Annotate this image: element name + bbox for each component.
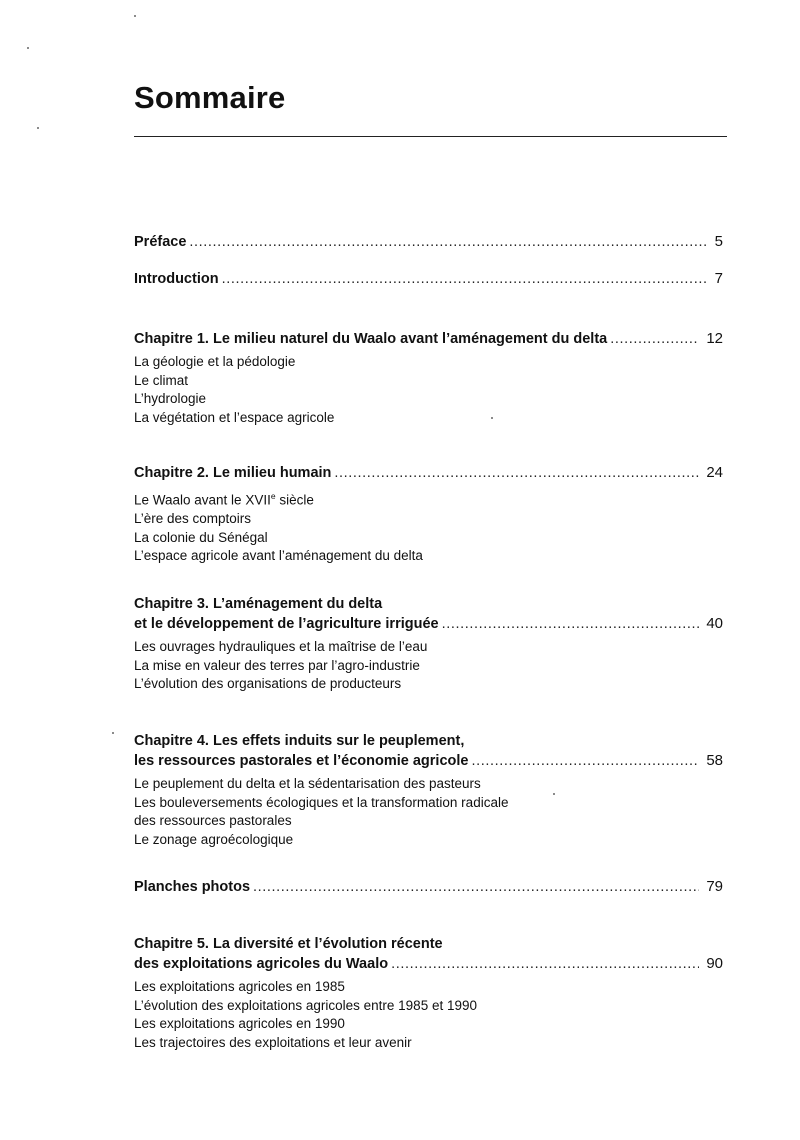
leader-dots xyxy=(391,954,699,974)
toc-entry-chapter-5 xyxy=(134,934,723,1052)
page-number: 79 xyxy=(706,878,723,895)
section-text: siècle xyxy=(275,492,314,508)
page-title: Sommaire xyxy=(134,80,286,115)
leader-dots xyxy=(442,614,700,634)
entry-title: Introduction xyxy=(134,271,219,287)
superscript: e xyxy=(270,491,276,501)
page-number: 90 xyxy=(706,955,723,972)
scan-speck xyxy=(37,127,39,129)
entry-title-line-2: des exploitations agricoles du Waalo xyxy=(134,956,389,972)
toc-entry-preface xyxy=(134,232,723,252)
section-item: des ressources pastorales xyxy=(134,813,292,828)
toc-entry-introduction xyxy=(134,269,723,289)
section-item: La mise en valeur des terres par l’agro-industrie xyxy=(134,657,420,673)
scan-speck xyxy=(27,47,29,49)
section-item: L’évolution des organisations de producteurs xyxy=(134,676,402,691)
scan-speck xyxy=(112,732,114,734)
section-item: Le climat xyxy=(134,372,189,388)
section-list xyxy=(134,353,723,427)
toc-entry-chapter-4 xyxy=(134,731,723,849)
leader-dots xyxy=(222,269,708,289)
section-item: L’hydrologie xyxy=(134,391,207,406)
entry-title: Chapitre 1. Le milieu naturel du Waalo avant l’aménagement du delta xyxy=(134,331,608,347)
section-list xyxy=(134,638,723,694)
section-item: Les exploitations agricoles en 1990 xyxy=(134,1016,345,1031)
page-number: 24 xyxy=(706,464,723,481)
section-item: Les exploitations agricoles en 1985 xyxy=(134,979,345,994)
section-item: L’évolution des exploitations agricoles entre 1985 et 1990 xyxy=(134,997,477,1013)
section-item: La végétation et l’espace agricole xyxy=(134,409,335,425)
entry-title-line-1: Chapitre 3. L’aménagement du delta xyxy=(134,596,383,612)
entry-title: Chapitre 2. Le milieu humain xyxy=(134,465,332,481)
leader-dots xyxy=(334,463,699,483)
page-number: 40 xyxy=(706,615,723,632)
leader-dots xyxy=(610,329,699,349)
section-list xyxy=(134,775,723,849)
entry-title-line-2: et le développement de l’agriculture irriguée xyxy=(134,616,439,632)
page-number: 7 xyxy=(714,270,723,287)
section-item: Les trajectoires des exploitations et leur avenir xyxy=(134,1034,412,1050)
section-item: La colonie du Sénégal xyxy=(134,529,268,545)
section-item: La géologie et la pédologie xyxy=(134,354,296,369)
section-list xyxy=(134,487,723,566)
section-item: Les bouleversements écologiques et la transformation radicale xyxy=(134,794,509,810)
section-item: Le peuplement du delta et la sédentarisation des pasteurs xyxy=(134,776,481,791)
section-list xyxy=(134,978,723,1052)
entry-title: Préface xyxy=(134,234,187,250)
scan-speck xyxy=(491,417,493,419)
page-number: 58 xyxy=(706,752,723,769)
scan-speck xyxy=(134,15,136,17)
section-item: L’ère des comptoirs xyxy=(134,511,252,526)
leader-dots xyxy=(189,232,707,252)
page-number: 5 xyxy=(714,233,723,250)
entry-title-line-1: Chapitre 4. Les effets induits sur le peuplement, xyxy=(134,733,465,749)
toc-entry-chapter-2 xyxy=(134,463,723,566)
toc-entry-planches xyxy=(134,877,723,897)
page-number: 12 xyxy=(706,330,723,347)
leader-dots xyxy=(471,751,699,771)
leader-dots xyxy=(253,877,699,897)
section-item xyxy=(134,487,723,510)
scan-speck xyxy=(553,793,555,795)
entry-title: Planches photos xyxy=(134,879,251,895)
section-item: Le zonage agroécologique xyxy=(134,831,294,847)
toc-entry-chapter-1 xyxy=(134,329,723,427)
section-item: L’espace agricole avant l’aménagement du delta xyxy=(134,548,423,563)
entry-title-line-1: Chapitre 5. La diversité et l’évolution récente xyxy=(134,936,443,952)
title-rule xyxy=(134,136,727,137)
toc-entry-chapter-3 xyxy=(134,594,723,694)
section-text: Le Waalo avant le XVII xyxy=(134,492,271,508)
section-item: Les ouvrages hydrauliques et la maîtrise de l’eau xyxy=(134,639,428,654)
entry-title-line-2: les ressources pastorales et l’économie agricole xyxy=(134,753,469,769)
